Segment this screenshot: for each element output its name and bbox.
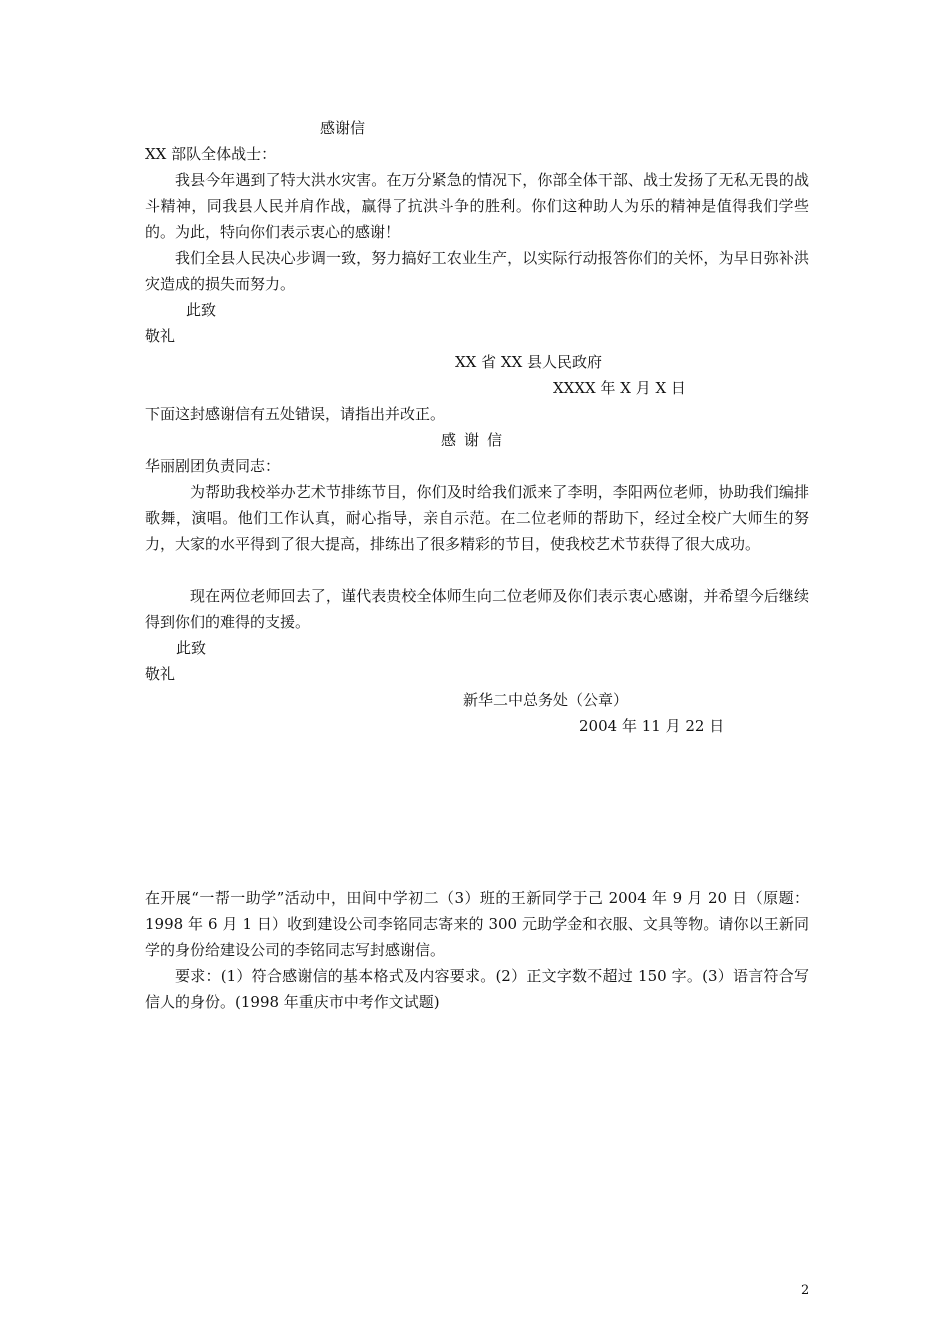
letter1-signature: XX 省 XX 县人民政府 bbox=[455, 353, 603, 371]
letter1-date: XXXX 年 X 月 X 日 bbox=[553, 379, 686, 397]
exercise-prompt: 在开展“一帮一助学”活动中，田间中学初二（3）班的王新同学于己 2004 年 9 月 20 日（原题： 1998 年 6 月 1 日）收到建设公司李铭同志寄来的 300 元助学金和衣服、文具等物。请你以王新同学的身份给建设公司的李铭同志写封感谢信。 bbox=[145, 889, 809, 959]
letter2-paragraph-2: 现在两位老师回去了，谨代表贵校全体师生向二位老师及你们表示衷心感谢，并希望今后继续得到你们的难得的支援。 bbox=[145, 587, 809, 631]
letter1-title: 感谢信 bbox=[320, 119, 366, 137]
letter1-salutation: XX 部队全体战士： bbox=[145, 145, 277, 163]
letter2-date: 2004 年 11 月 22 日 bbox=[579, 717, 725, 735]
error-correction-instruction: 下面这封感谢信有五处错误，请指出并改正。 bbox=[145, 405, 446, 423]
letter2-paragraph-1: 为帮助我校举办艺术节排练节目，你们及时给我们派来了李明，李阳两位老师，协助我们编排歌舞，演唱。他们工作认真，耐心指导，亲自示范。在二位老师的帮助下，经过全校广大师生的努力，大家的水平得到了很大提高，排练出了很多精彩的节目，使我校艺术节获得了很大成功。 bbox=[145, 483, 809, 553]
letter2-signature: 新华二中总务处（公章） bbox=[463, 691, 629, 709]
letter2-salutation: 华丽剧团负责同志： bbox=[145, 457, 281, 475]
letter2-closing-ci-zhi: 此致 bbox=[176, 639, 207, 657]
letter1-closing-ci-zhi: 此致 bbox=[186, 301, 217, 319]
letter1-paragraph-1: 我县今年遇到了特大洪水灾害。在万分紧急的情况下，你部全体干部、战士发扬了无私无畏的战斗精神，同我县人民并肩作战，赢得了抗洪斗争的胜利。你们这种助人为乐的精神是值得我们学些的。为此，特向你们表示衷心的感谢！ bbox=[145, 171, 809, 241]
letter1-paragraph-2: 我们全县人民决心步调一致，努力搞好工农业生产，以实际行动报答你们的关怀，为早日弥补洪灾造成的损失而努力。 bbox=[145, 249, 809, 293]
page-number: 2 bbox=[801, 1283, 810, 1298]
exercise-requirements: 要求：(1）符合感谢信的基本格式及内容要求。(2）正文字数不超过 150 字。(3）语言符合写信人的身份。(1998 年重庆市中考作文试题) bbox=[145, 967, 809, 1011]
letter2-closing-jing-li: 敬礼 bbox=[145, 665, 176, 683]
letter1-closing-jing-li: 敬礼 bbox=[145, 327, 176, 345]
letter2-title: 感谢信 bbox=[441, 431, 511, 449]
